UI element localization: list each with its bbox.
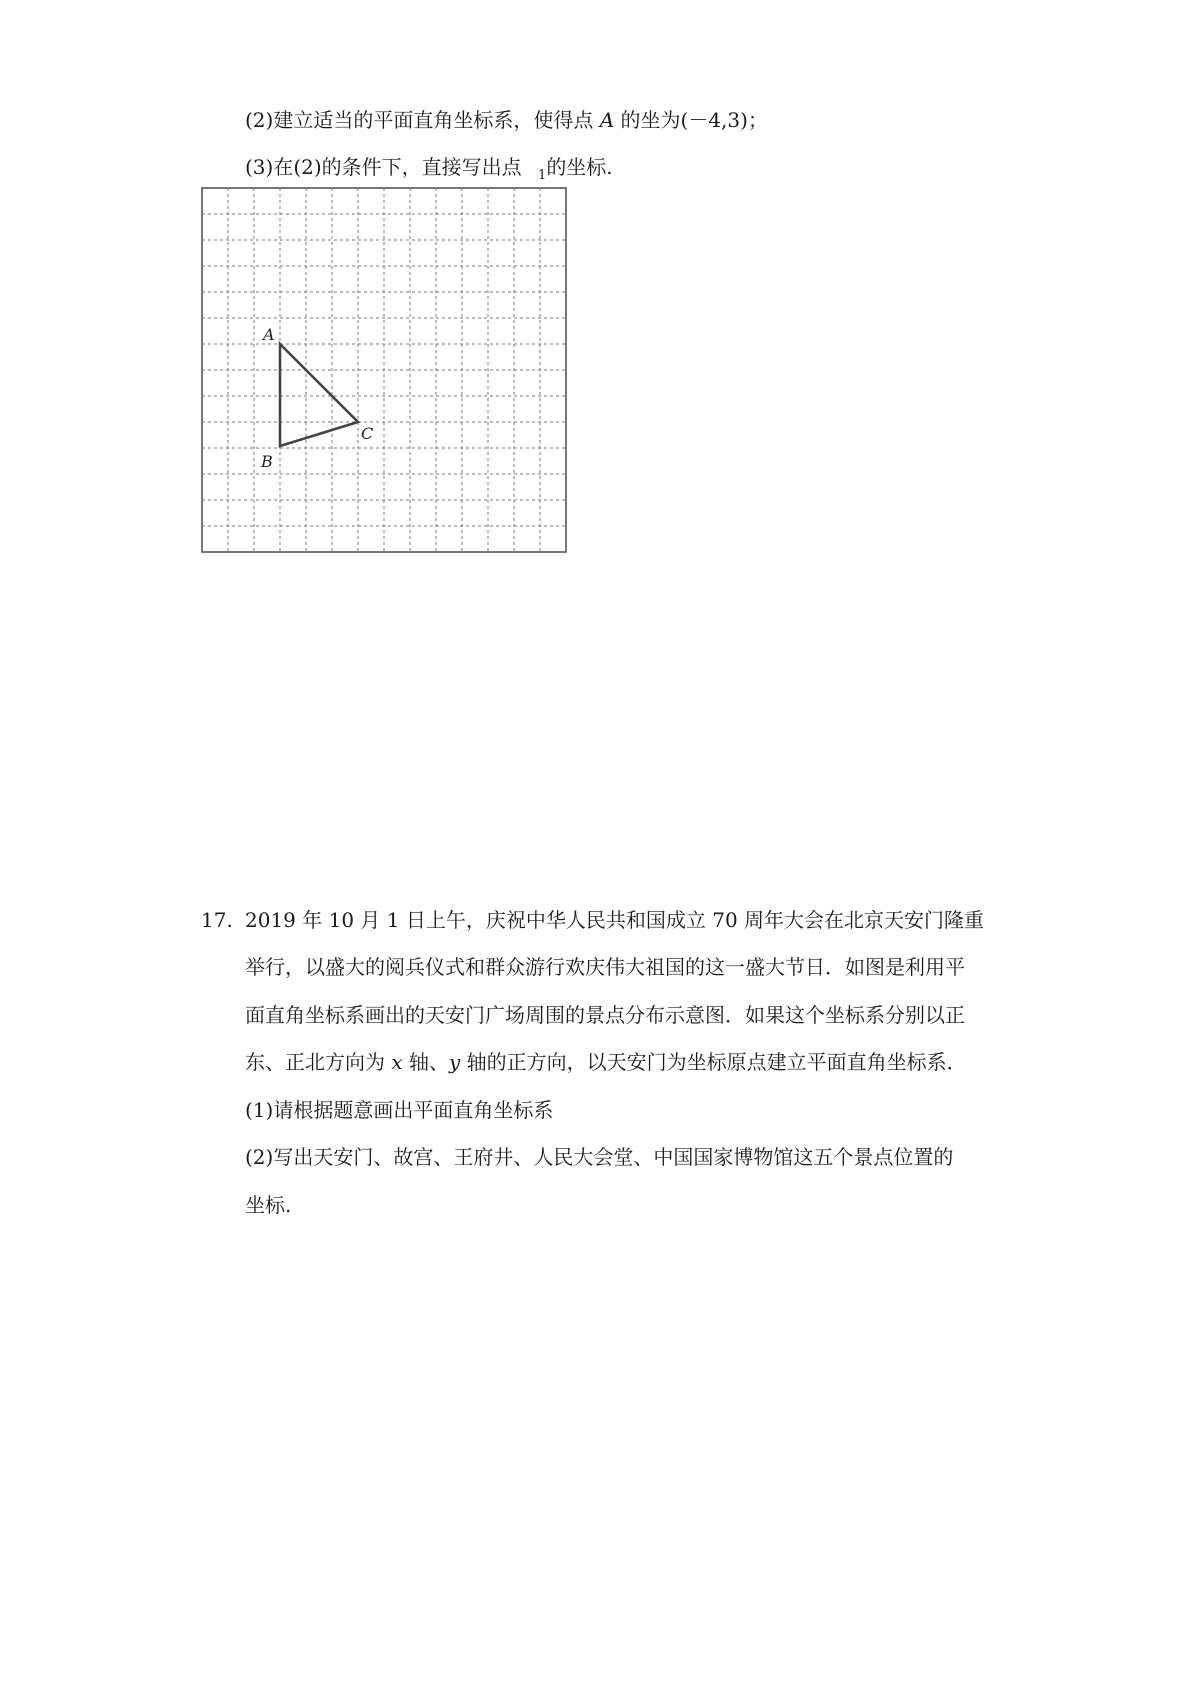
q17-y-symbol: y [449, 1050, 461, 1074]
q16-part2-coord: (－4,3)； [680, 108, 768, 132]
q17-line4-b: 轴、 [409, 1050, 449, 1074]
q17-line2: 举行，以盛大的阅兵仪式和群众游行欢庆伟大祖国的这一盛大节日．如图是利用平 [245, 955, 965, 979]
q17-number: 17. [201, 908, 233, 932]
q17-part2-line1: (2)写出天安门、故宫、王府井、人民大会堂、中国国家博物馆这五个景点位置的 [245, 1145, 954, 1169]
q16-part2 [245, 106, 768, 134]
q17-line4-a: 东、正北方向为 [245, 1050, 385, 1074]
q16-part2-mid: 的坐为 [620, 108, 681, 132]
q17-line4 [245, 1048, 967, 1076]
q17-x-symbol: x [391, 1050, 403, 1074]
q17-line3: 面直角坐标系画出的天安门广场周围的景点分布示意图．如果这个坐标系分别以正 [245, 1003, 965, 1027]
q17-line1: 2019 年 10 月 1 日上午，庆祝中华人民共和国成立 70 周年大会在北京天安门隆重 [245, 908, 985, 932]
q17-part1: (1)请根据题意画出平面直角坐标系 [245, 1098, 554, 1122]
q16-part2-point: A [599, 108, 615, 132]
label-a: A [263, 325, 275, 344]
q16-part3-subscript: 1 [538, 168, 547, 183]
q17-line4-c: 轴的正方向，以天安门为坐标原点建立平面直角坐标系． [466, 1050, 967, 1074]
label-b: B [261, 452, 273, 471]
grid-figure [201, 187, 567, 553]
q16-part3 [245, 153, 613, 185]
q16-part2-prefix: (2)建立适当的平面直角坐标系，使得点 [245, 108, 594, 132]
q16-part3-prefix: (3)在(2)的条件下，直接写出点 [245, 155, 522, 179]
label-c: C [361, 424, 374, 443]
q16-part3-suffix: 的坐标. [546, 155, 613, 179]
q17-part2-line2: 坐标. [245, 1193, 292, 1217]
